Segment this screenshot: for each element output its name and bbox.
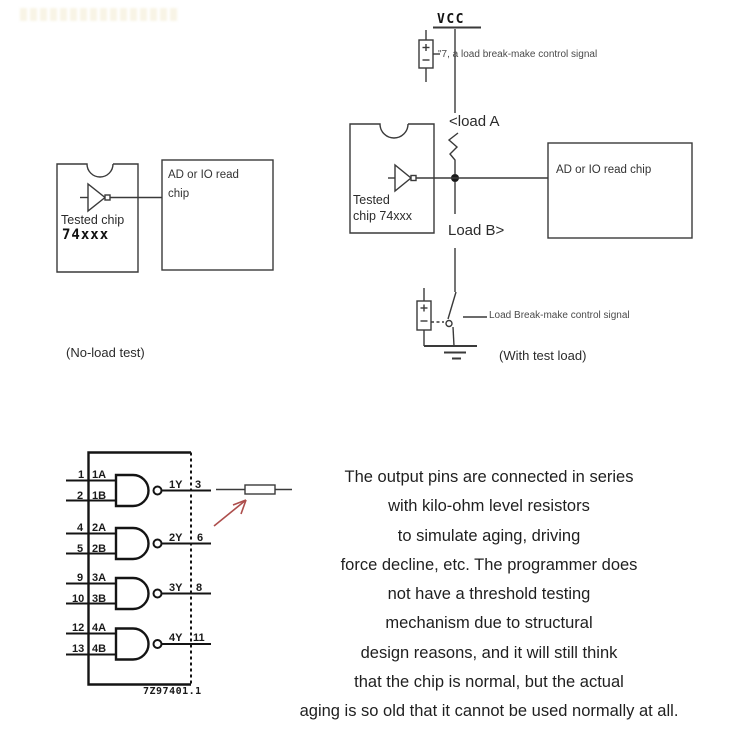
quad-nand-ic-diagram [66, 453, 211, 685]
read-chip-label: AD or IO read chip [556, 164, 652, 176]
load-a-label: <load A [449, 113, 500, 130]
pin-number: 3 [195, 479, 202, 491]
pin-label: 3B [92, 593, 107, 605]
with-load-caption: (With test load) [499, 348, 587, 363]
pin-number: 10 [72, 593, 85, 605]
inverter-icon [388, 165, 416, 191]
pin-number: 11 [193, 632, 205, 644]
no-load-caption: (No-load test) [66, 345, 145, 360]
ic-part-number: 7Z97401.1 [143, 686, 202, 697]
tested-chip-label: Tested chip [61, 213, 125, 227]
pin-number: 4 [77, 522, 84, 534]
pin-number: 12 [72, 622, 85, 634]
pin-label: 3A [92, 572, 107, 584]
pin-number: 1 [78, 469, 85, 481]
switch-icon [431, 292, 487, 346]
pin-label: 3Y [169, 582, 183, 594]
pin-label: 1A [92, 469, 107, 481]
tested-chip-label: chip 74xxx [353, 209, 413, 223]
description-line: design reasons, and it will still think [360, 643, 618, 662]
with-load-test-circuit [350, 28, 692, 359]
description-line: aging is so old that it cannot be used normally at all. [299, 702, 679, 721]
description-text [248, 463, 730, 727]
pin-number: 6 [197, 532, 204, 544]
pin-label: 1Y [169, 479, 183, 491]
pin-number: 8 [196, 582, 203, 594]
description-line: mechanism due to structural [385, 614, 593, 633]
pin-number: 2 [77, 490, 84, 502]
description-line: that the chip is normal, but the actual [354, 673, 624, 692]
pin-number: 9 [77, 572, 84, 584]
description-line: force decline, etc. The programmer does [340, 555, 638, 574]
red-arrow-icon [214, 500, 246, 526]
inverter-icon [80, 184, 110, 211]
top-control-signal-label: "7, a load break-make control signal [438, 49, 598, 60]
pin-label: 1B [92, 490, 107, 502]
pin-label: 2B [92, 543, 107, 555]
pin-label: 4B [92, 643, 107, 655]
load-a-squiggle-icon [449, 133, 458, 174]
ground-icon [424, 346, 477, 359]
pin-label: 2A [92, 522, 107, 534]
description-line: The output pins are connected in series [344, 468, 634, 486]
pin-number: 13 [72, 643, 85, 655]
read-chip-label: AD or IO read [168, 169, 239, 181]
pin-label: 4Y [169, 632, 183, 644]
description-line: not have a threshold testing [387, 585, 591, 604]
pin-number: 5 [77, 543, 84, 555]
vcc-label: VCC [437, 12, 465, 27]
battery-icon [419, 30, 440, 82]
pin-label: 2Y [169, 532, 183, 544]
description-line: to simulate aging, driving [397, 526, 581, 545]
battery-icon [417, 288, 431, 346]
load-b-label: Load B> [448, 222, 505, 239]
tested-chip-label: Tested [353, 193, 390, 207]
bottom-control-signal-label: Load Break-make control signal [489, 310, 630, 321]
pin-label: 4A [92, 622, 107, 634]
description-line: with kilo-ohm level resistors [388, 497, 590, 516]
read-chip-label: chip [168, 188, 190, 200]
read-chip-outline [548, 143, 692, 238]
tested-chip-part: 74xxx [62, 227, 110, 243]
